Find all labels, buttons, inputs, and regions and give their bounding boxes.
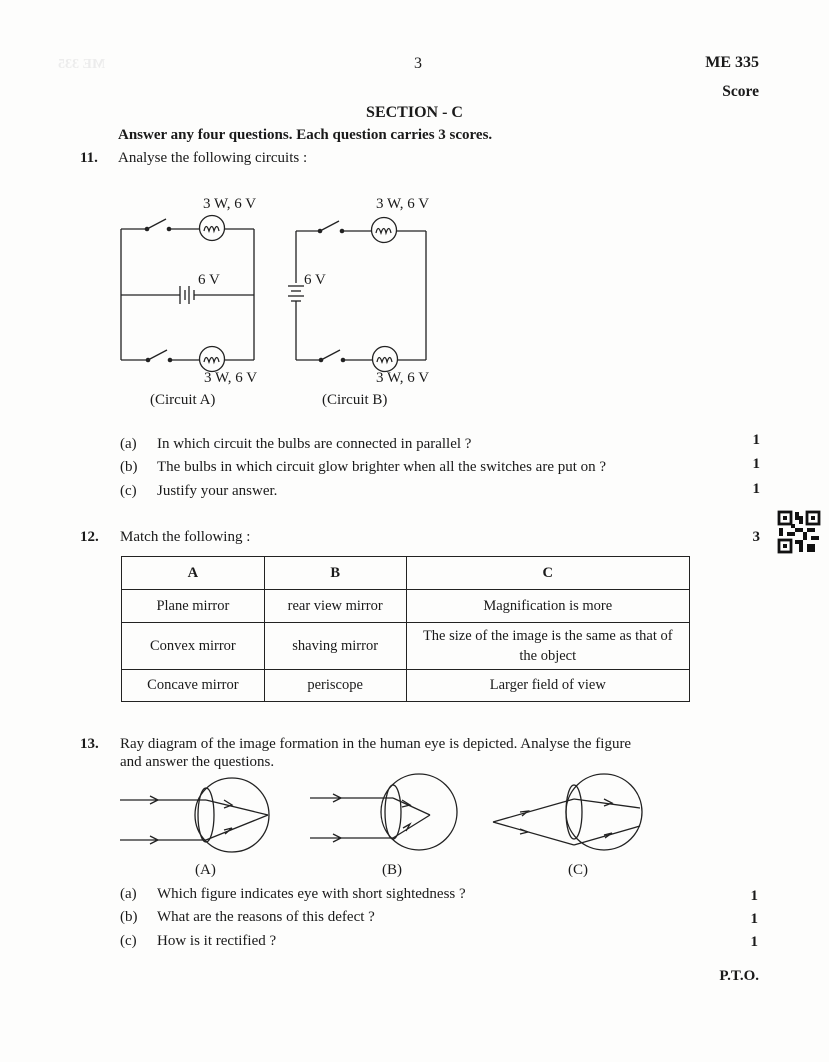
question-number-12: 12. [80, 529, 99, 545]
paper-code: ME 335 [705, 54, 759, 71]
match-table [121, 556, 690, 702]
table-header-c: C [406, 557, 689, 590]
eye-figure-caption-a: (A) [195, 862, 216, 878]
section-title: SECTION - C [366, 104, 463, 121]
eye-diagram-a [120, 778, 269, 852]
q11-part-b-label: (b) [120, 459, 138, 475]
q11-part-a-label: (a) [120, 436, 137, 452]
question-text-11: Analyse the following circuits : [118, 150, 308, 166]
table-row [122, 670, 690, 702]
q13-part-b-text: What are the reasons of this defect ? [157, 909, 375, 925]
circuit-a-caption: (Circuit A) [150, 392, 216, 408]
q11-part-b-text: The bulbs in which circuit glow brighter when all the switches are put on ? [157, 459, 607, 475]
table-header-row [122, 557, 690, 590]
bulb-icon [373, 347, 398, 372]
q11-part-c-score: 1 [752, 481, 760, 497]
q12-score: 3 [752, 529, 760, 545]
q11-part-c-text: Justify your answer. [157, 483, 278, 499]
q13-part-c-label: (c) [120, 933, 137, 949]
question-number-11: 11. [80, 150, 98, 166]
score-heading: Score [722, 83, 759, 100]
circuit-a-top-bulb-label: 3 W, 6 V [203, 196, 257, 212]
q11-part-a-text: In which circuit the bulbs are connected in parallel ? [157, 436, 472, 452]
bulb-icon [372, 218, 397, 243]
circuit-b-caption: (Circuit B) [322, 392, 388, 408]
pto-label: P.T.O. [719, 968, 759, 984]
circuit-a-bottom-bulb-label: 3 W, 6 V [204, 370, 258, 386]
table-cell: Concave mirror [122, 670, 265, 702]
eye-diagram-c [493, 774, 642, 850]
qr-code-icon [779, 512, 819, 552]
q13-part-a-label: (a) [120, 886, 137, 902]
table-cell: Plane mirror [122, 590, 265, 623]
circuit-a-battery-label: 6 V [198, 272, 220, 288]
q11-part-b-score: 1 [752, 456, 760, 472]
eye-figure-caption-c: (C) [568, 862, 588, 878]
table-cell: periscope [264, 670, 406, 702]
q13-part-a-text: Which figure indicates eye with short sightedness ? [157, 886, 466, 902]
table-row [122, 590, 690, 623]
table-row [122, 623, 690, 670]
question-number-13: 13. [80, 736, 99, 752]
question-text-12: Match the following : [120, 529, 251, 545]
q13-part-b-score: 1 [750, 911, 758, 927]
q13-part-c-text: How is it rectified ? [157, 933, 277, 949]
table-cell: rear view mirror [264, 590, 406, 623]
question-text-13-line1: Ray diagram of the image formation in the human eye is depicted. Analyse the figure [120, 736, 632, 752]
circuit-b-battery-label: 6 V [304, 272, 326, 288]
q11-part-c-label: (c) [120, 483, 137, 499]
circuit-b [288, 218, 426, 372]
section-instruction: Answer any four questions. Each question carries 3 scores. [118, 127, 493, 143]
table-cell: Magnification is more [406, 590, 689, 623]
question-text-13-line2: and answer the questions. [120, 754, 275, 770]
q13-part-c-score: 1 [750, 934, 758, 950]
eye-figure-caption-b: (B) [382, 862, 402, 878]
table-cell: Larger field of view [406, 670, 689, 702]
circuit-b-top-bulb-label: 3 W, 6 V [376, 196, 430, 212]
q11-part-a-score: 1 [752, 432, 760, 448]
bulb-icon [200, 347, 225, 372]
page-number: 3 [414, 55, 422, 72]
table-cell: shaving mirror [264, 623, 406, 670]
bulb-icon [200, 216, 225, 241]
table-header-b: B [264, 557, 406, 590]
mirror-ghost-text: ME 335 [58, 57, 106, 72]
eye-diagram-b [310, 774, 457, 850]
q13-part-a-score: 1 [750, 888, 758, 904]
q13-part-b-label: (b) [120, 909, 138, 925]
circuit-a [121, 216, 254, 372]
circuit-b-bottom-bulb-label: 3 W, 6 V [376, 370, 430, 386]
table-cell: Convex mirror [122, 623, 265, 670]
table-header-a: A [122, 557, 265, 590]
table-cell: The size of the image is the same as that of the object [406, 623, 689, 670]
